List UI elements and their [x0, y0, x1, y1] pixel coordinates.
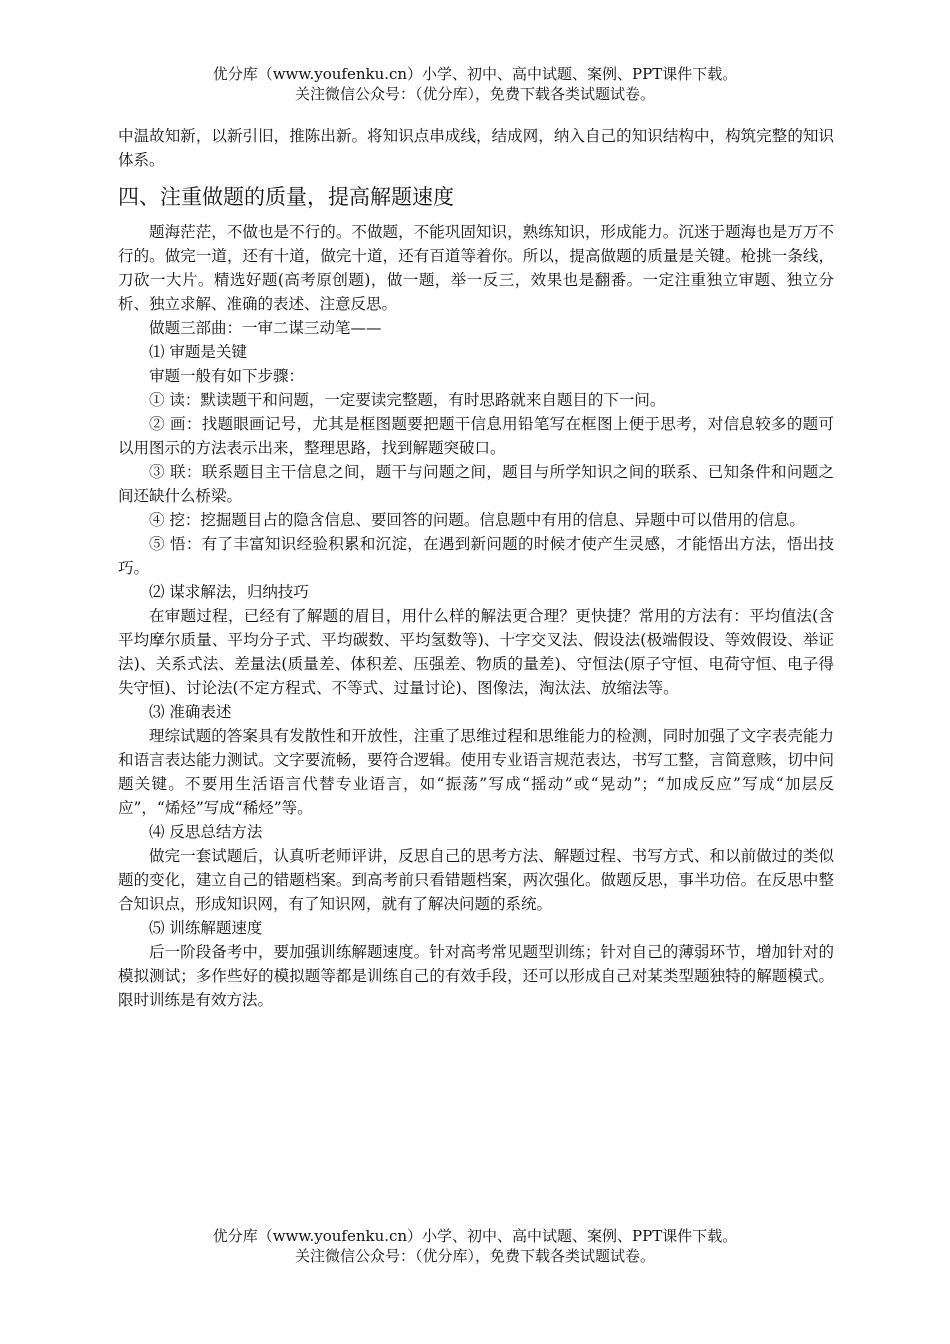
subheading: ⑶ 准确表述: [149, 703, 232, 721]
header-line-2: 关注微信公众号：（优分库），免费下载各类试题试卷。: [294, 85, 655, 103]
step-item: ③ 联：联系题目主干信息之间，题干与问题之间，题目与所学知识之间的联系、已知条件和问题之间还缺什么桥梁。: [118, 463, 834, 505]
paragraph: 后一阶段备考中，要加强训练解题速度。针对高考常见题型训练；针对自己的薄弱环节，增加针对的模拟测试；多作些好的模拟题等都是训练自己的有效手段，还可以形成自己对某类型题独特的解题模式。限时训练是有效方法。: [118, 943, 834, 1009]
step-item: ② 画：找题眼画记号，尤其是框图题要把题干信息用铅笔写在框图上便于思考，对信息较多的题可以用图示的方法表示出来，整理思路，找到解题突破口。: [118, 415, 834, 457]
step-item: ⑤ 悟：有了丰富知识经验积累和沉淀，在遇到新问题的时候才使产生灵感，才能悟出方法，悟出技巧。: [118, 535, 834, 577]
paragraph: 在审题过程，已经有了解题的眉目，用什么样的解法更合理？更快捷？常用的方法有：平均值法(含平均摩尔质量、平均分子式、平均碳数、平均氢数等)、十字交叉法、假设法(极端假设、等效假设、举证法)、关系式法、差量法(质量差、体积差、压强差、物质的量差)、守恒法(原子守恒、电荷守恒、电子得失守恒)、讨论法(不定方程式、不等式、过量讨论)、图像法，淘汰法、放缩法等。: [118, 607, 834, 697]
subheading: ⑸ 训练解题速度: [149, 919, 263, 937]
paragraph: 做题三部曲：一审二谋三动笔——: [149, 319, 382, 337]
step-item: ④ 挖：挖掘题目占的隐含信息、要回答的问题。信息题中有用的信息、异题中可以借用的信息。: [149, 511, 805, 529]
subheading: ⑷ 反思总结方法: [149, 823, 263, 841]
footer-line-1: 优分库（www.youfenku.cn）小学、初中、高中试题、案例、PPT课件下载。: [212, 1227, 738, 1245]
footer-line-2: 关注微信公众号：（优分库），免费下载各类试题试卷。: [294, 1247, 655, 1265]
section-heading: 四、注重做题的质量，提高解题速度: [118, 185, 454, 209]
document-body: [118, 124, 834, 1012]
paragraph: 审题一般有如下步骤：: [149, 367, 305, 385]
paragraph: 题海茫茫，不做也是不行的。不做题，不能巩固知识，熟练知识，形成能力。沉迷于题海也是万万不行的。做完一道，还有十道，做完十道，还有百道等着你。所以，提高做题的质量是关键。枪挑一条线，刀砍一大片。精选好题(高考原创题)，做一题，举一反三，效果也是翻番。一定注重独立审题、独立分析、独立求解、准确的表述、注意反思。: [118, 223, 834, 313]
page-footer: [0, 1226, 950, 1266]
page-header: [0, 64, 950, 104]
subheading: ⑴ 审题是关键: [149, 343, 247, 361]
paragraph: 理综试题的答案具有发散性和开放性，注重了思维过程和思维能力的检测，同时加强了文字表壳能力和语言表达能力测试。文字要流畅，要符合逻辑。使用专业语言规范表达，书写工整，言简意赅，切中问题关键。不要用生活语言代替专业语言，如“振荡”写成“摇动”或“晃动”；“加成反应”写成“加层反应”，“烯烃”写成“稀烃”等。: [118, 727, 834, 817]
paragraph: 做完一套试题后，认真听老师评讲，反思自己的思考方法、解题过程、书写方式、和以前做过的类似题的变化，建立自己的错题档案。到高考前只看错题档案，两次强化。做题反思，事半功倍。在反思中整合知识点，形成知识网，有了知识网，就有了解决问题的系统。: [118, 847, 834, 913]
header-line-1: 优分库（www.youfenku.cn）小学、初中、高中试题、案例、PPT课件下载。: [212, 65, 738, 83]
intro-paragraph: 中温故知新，以新引旧，推陈出新。将知识点串成线，结成网，纳入自己的知识结构中，构筑完整的知识体系。: [118, 127, 834, 169]
subheading: ⑵ 谋求解法，归纳技巧: [149, 583, 309, 601]
step-item: ① 读：默读题干和问题，一定要读完整题，有时思路就来自题目的下一问。: [149, 391, 666, 409]
